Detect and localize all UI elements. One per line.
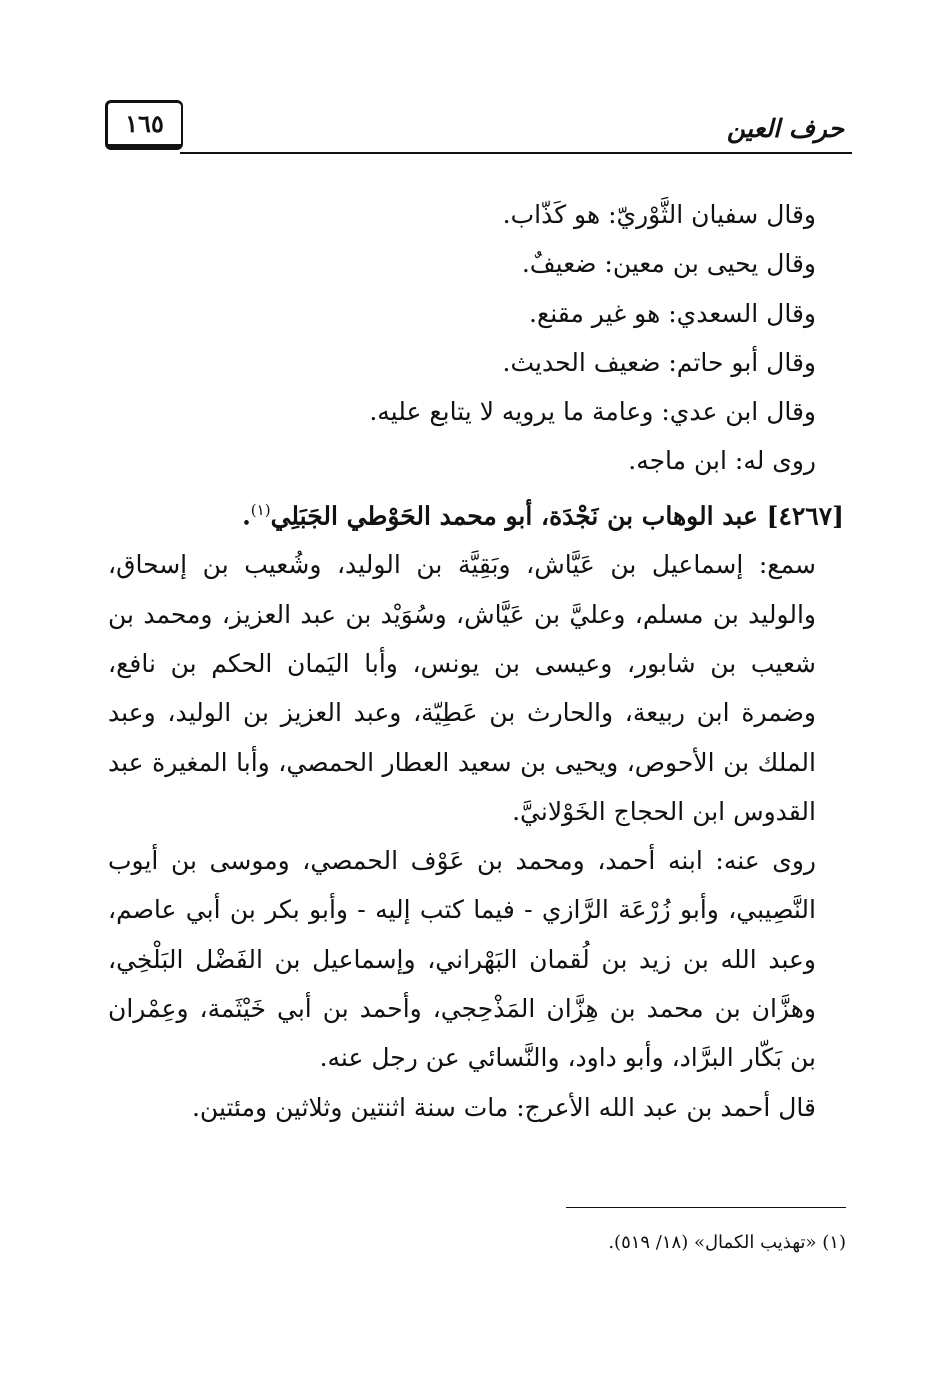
running-title: حرف العين (726, 114, 844, 143)
footnote: (١) «تهذيب الكمال» (١٨/ ٥١٩). (608, 1232, 846, 1253)
page-header (100, 100, 852, 158)
main-text (108, 190, 844, 1132)
paragraph-narrated-from: روى عنه: ابنه أحمد، ومحمد بن عَوْف الحمصي، وموسى بن أيوب النَّصِيبي، وأبو زُرْعَة الرَّازي - فيما كتب إليه - وأبو بكر بن أبي عاصم، وعبد الله بن زيد بن لُقمان البَهْراني، وإسماعيل بن الفَضْل البَلْخِي، وهزَّان بن محمد بن هِزَّان المَذْحِجي، وأحمد بن أبي خَيْثَمة، وعِمْران بن بَكّار البرَّاد، وأبو داود، والنَّسائي عن رجل عنه. (108, 846, 816, 1073)
footnote-reference: (١) (250, 500, 271, 519)
footnote-rule (566, 1207, 846, 1208)
text-line: وقال ابن عدي: وعامة ما يرويه لا يتابع عليه. (369, 397, 816, 427)
text-line: وقال أبو حاتم: ضعيف الحديث. (502, 347, 816, 377)
entry-heading-end: . (242, 501, 251, 531)
entry-heading-text: [٤٢٦٧] عبد الوهاب بن نَجْدَة، أبو محمد الحَوْطي الجَبَلِي (270, 501, 844, 531)
text-line: وقال سفيان الثَّوْريّ: هو كَذّاب. (502, 200, 816, 229)
text-line: وقال السعدي: هو غير مقنع. (529, 298, 816, 328)
entry-heading (108, 486, 844, 541)
paragraph-death: قال أحمد بن عبد الله الأعرج: مات سنة اثنتين وثلاثين ومئتين. (191, 1092, 816, 1122)
text-line: وقال يحيى بن معين: ضعيفٌ. (521, 249, 816, 279)
page-number: ١٦٥ (105, 100, 183, 150)
header-rule (180, 152, 852, 154)
text-line: روى له: ابن ماجه. (628, 446, 816, 476)
paragraph-heard-from: سمع: إسماعيل بن عَيَّاش، وبَقِيَّة بن الوليد، وشُعيب بن إسحاق، والوليد بن مسلم، وعليَّ بن عَيَّاش، وسُوَيْد بن عبد العزيز، ومحمد بن شعيب بن شابور، وعيسى بن يونس، وأبا اليَمان الحكم بن نافع، وضمرة ابن ربيعة، والحارث بن عَطِيّة، وعبد العزيز بن الوليد، وعبد الملك بن الأحوص، ويحيى بن سعيد العطار الحمصي، وأبا المغيرة عبد القدوس ابن الحجاج الخَوْلانيَّ. (108, 550, 816, 826)
